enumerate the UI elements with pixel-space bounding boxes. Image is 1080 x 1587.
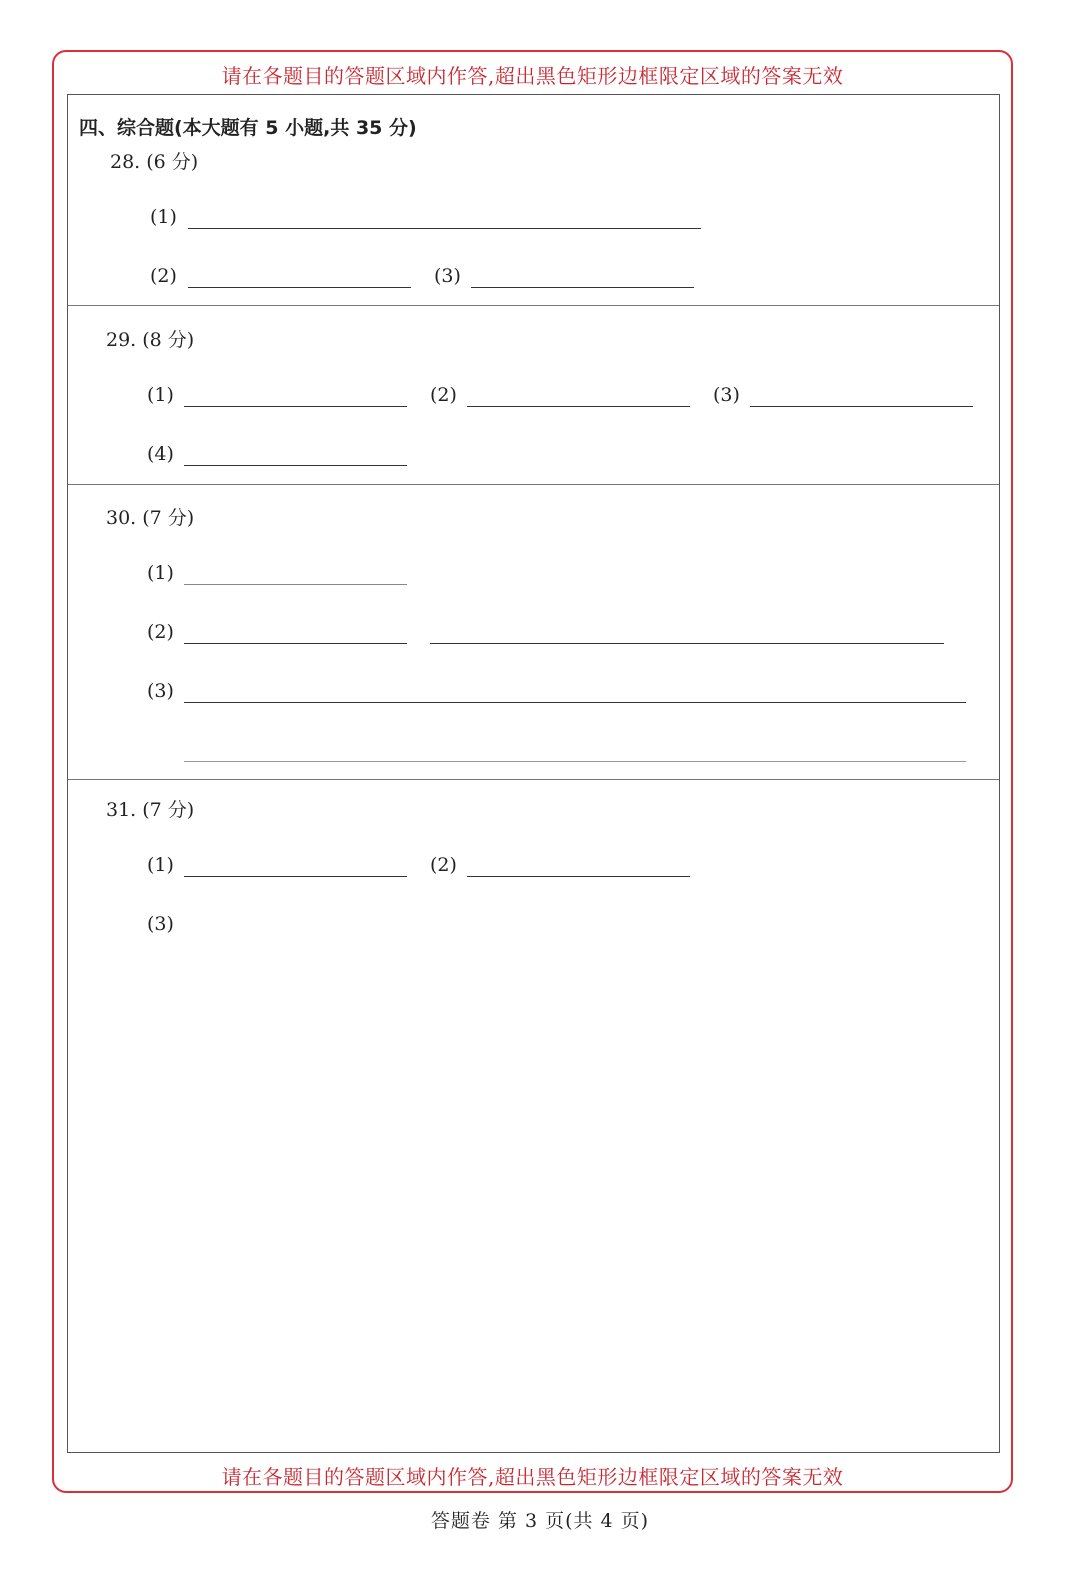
question-29-label: 29. (8 分)	[106, 329, 195, 351]
page-footer: 答题卷 第 3 页(共 4 页)	[430, 1510, 650, 1532]
q29-part4-blank[interactable]	[184, 465, 407, 466]
top-warning-text: 请在各题目的答题区域内作答,超出黑色矩形边框限定区域的答案无效	[221, 64, 844, 88]
q31-part2-label: (2)	[430, 854, 457, 876]
bottom-warning-text: 请在各题目的答题区域内作答,超出黑色矩形边框限定区域的答案无效	[221, 1465, 844, 1489]
q30-part1-label: (1)	[147, 562, 174, 584]
q30-part3-label: (3)	[147, 680, 174, 702]
section-header: 四、综合题(本大题有 5 小题,共 35 分)	[79, 117, 417, 139]
q30-part2-blank-a[interactable]	[184, 643, 407, 644]
q29-part3-blank[interactable]	[750, 406, 973, 407]
divider-30-31	[68, 779, 999, 780]
q29-part2-label: (2)	[430, 384, 457, 406]
q28-part2-label: (2)	[150, 265, 177, 287]
q28-part3-label: (3)	[434, 265, 461, 287]
q30-part3-blank-b[interactable]	[184, 761, 966, 762]
question-31-label: 31. (7 分)	[106, 799, 195, 821]
q30-part1-blank[interactable]	[184, 584, 407, 585]
q29-part3-label: (3)	[713, 384, 740, 406]
answer-box	[67, 94, 1000, 1453]
q29-part4-label: (4)	[147, 443, 174, 465]
q28-part1-label: (1)	[150, 206, 177, 228]
q29-part1-blank[interactable]	[184, 406, 407, 407]
q31-part1-blank[interactable]	[184, 876, 407, 877]
q30-part3-blank-a[interactable]	[184, 702, 966, 703]
question-28-label: 28. (6 分)	[110, 151, 199, 173]
q29-part2-blank[interactable]	[467, 406, 690, 407]
question-30-label: 30. (7 分)	[106, 507, 195, 529]
divider-28-29	[68, 305, 999, 306]
q28-part1-blank[interactable]	[188, 228, 701, 229]
q28-part3-blank[interactable]	[471, 287, 694, 288]
q31-part3-answer-area[interactable]	[128, 945, 988, 1435]
q30-part2-blank-b[interactable]	[430, 643, 944, 644]
q29-part1-label: (1)	[147, 384, 174, 406]
q31-part2-blank[interactable]	[467, 876, 690, 877]
q31-part1-label: (1)	[147, 854, 174, 876]
q30-part2-label: (2)	[147, 621, 174, 643]
divider-29-30	[68, 484, 999, 485]
q31-part3-label: (3)	[147, 913, 174, 935]
q28-part2-blank[interactable]	[188, 287, 411, 288]
